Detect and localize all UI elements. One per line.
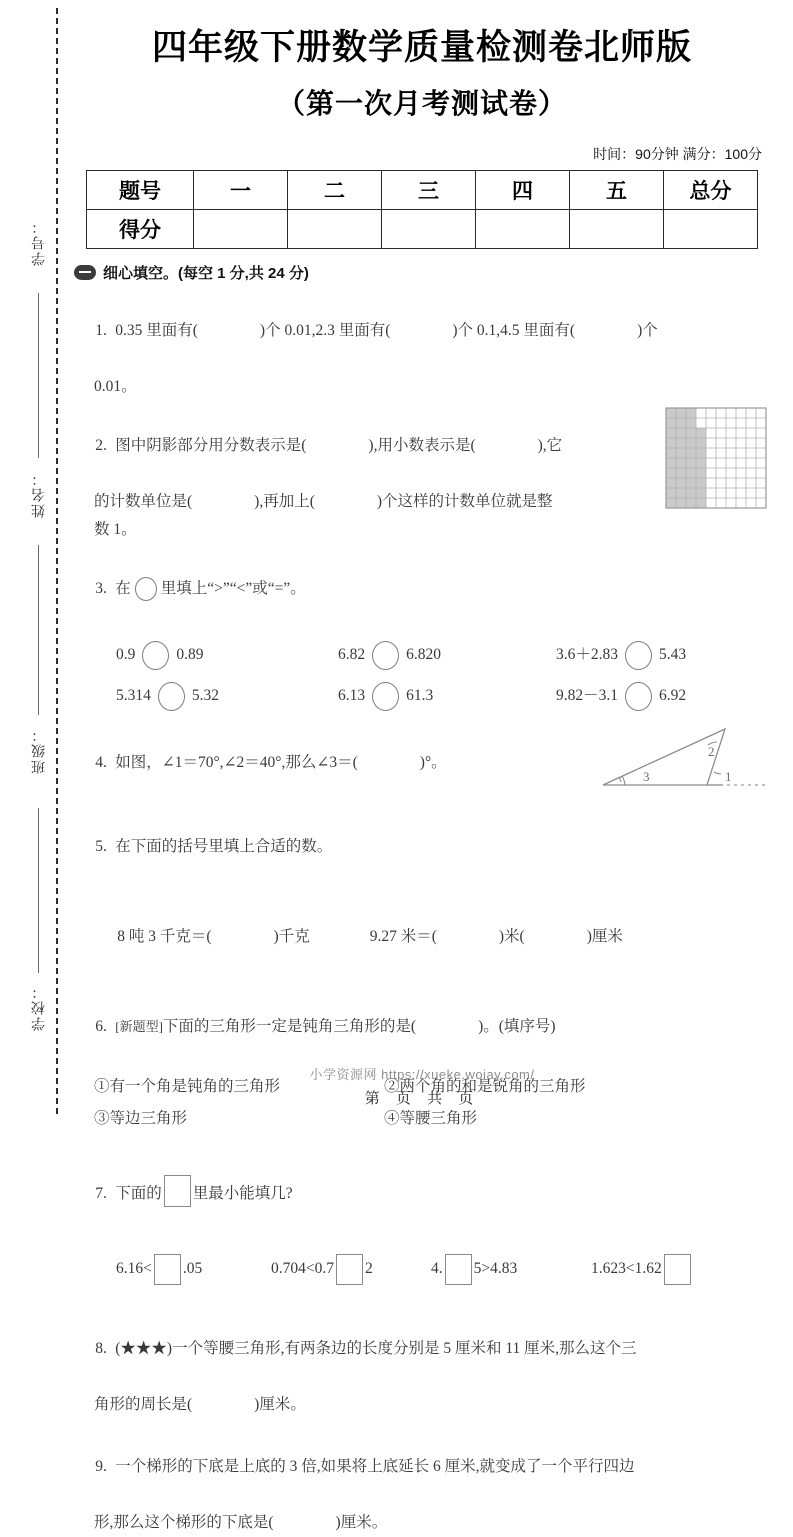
question-3-compare-row-1 [72, 641, 772, 670]
question-6-options-row-2 [72, 1105, 772, 1133]
question-8-text-c: )厘米。 [254, 1395, 306, 1413]
question-2-text-c: ),它 [537, 436, 563, 454]
compare-4-circle[interactable] [158, 682, 185, 711]
triangle-angle-svg [595, 721, 770, 801]
question-6-text-b: )。(填序号) [478, 1017, 556, 1035]
question-9-text-a: 一个梯形的下底是上底的 3 倍,如果将上底延长 6 厘米,就变成了一个平行四边 [115, 1457, 635, 1475]
question-8-stars: (★★★) [115, 1339, 173, 1357]
question-7-prompt-a: 下面的 [115, 1184, 162, 1202]
compare-pair-5 [338, 682, 556, 711]
q7-answer-box-2[interactable] [336, 1254, 363, 1285]
section-bullet-icon [74, 265, 96, 280]
question-3-prompt-a: 在 [115, 579, 131, 597]
score-table-row-label-score: 得分 [87, 209, 194, 248]
question-4-and-5-group [72, 721, 772, 979]
q7-expr-2-pre: 0.704<0.7 [271, 1260, 334, 1278]
question-5-item-a: 8 吨 3 千克＝( [117, 927, 212, 945]
sidebar-rule-2 [38, 545, 39, 715]
question-6-option-2[interactable]: ②两个角的和是锐角的三角形 [384, 1077, 586, 1095]
question-5-number: 5. [95, 837, 107, 855]
score-table-header-row [87, 170, 758, 209]
q7-answer-box-4[interactable] [664, 1254, 691, 1285]
question-7-sample-box[interactable] [164, 1175, 191, 1207]
compare-6-right: 6.92 [659, 687, 687, 705]
score-table-col-4: 四 [476, 170, 570, 209]
operator-circle-sample[interactable] [135, 577, 157, 601]
question-9-text-b: 形,那么这个梯形的下底是( [94, 1513, 274, 1531]
question-2-text-f: )个这样的计数单位就是整 [376, 492, 553, 510]
question-1-text-e: 0.01。 [94, 377, 137, 395]
question-3-number: 3. [95, 579, 107, 597]
score-cell-total[interactable] [664, 209, 758, 248]
compare-5-circle[interactable] [372, 682, 399, 711]
triangle-label-2: 2 [708, 743, 715, 759]
question-7-expr-1 [116, 1254, 271, 1285]
question-2-text-g: 数 1。 [94, 520, 137, 538]
question-2-text-d: 的计数单位是( [94, 492, 193, 510]
question-5-prompt-line [72, 805, 772, 889]
triangle-label-1: 1 [725, 768, 732, 784]
q7-expr-2-post: 2 [365, 1260, 373, 1278]
question-5-item-c: 9.27 米＝( [369, 927, 437, 945]
question-6-option-1[interactable]: ①有一个角是钝角的三角形 [94, 1077, 281, 1095]
score-table [86, 170, 758, 249]
question-5-items-line [72, 895, 772, 979]
footer-page-number: 第 页 共 页 [364, 1090, 480, 1107]
question-9 [72, 1425, 772, 1537]
compare-3-left: 3.6＋2.83 [556, 646, 619, 664]
exam-identity-sidebar [18, 8, 58, 1114]
hundred-grid-svg [662, 404, 772, 514]
compare-pair-3 [556, 641, 686, 670]
hundred-grid-figure [662, 404, 772, 524]
score-cell-3[interactable] [382, 209, 476, 248]
question-9-number: 9. [95, 1457, 107, 1475]
question-2-text-a: 图中阴影部分用分数表示是( [115, 436, 307, 454]
question-8-text-b: 角形的周长是( [94, 1395, 193, 1413]
page-footer [72, 1064, 772, 1108]
compare-1-circle[interactable] [142, 641, 169, 670]
sidebar-label-name: 姓名： [30, 470, 46, 518]
q7-expr-3-pre: 4. [431, 1260, 443, 1278]
compare-pair-2 [338, 641, 556, 670]
question-8-line-2 [72, 1391, 772, 1419]
question-9-text-c: )厘米。 [335, 1513, 388, 1531]
question-5-prompt: 在下面的括号里填上合适的数。 [115, 837, 333, 855]
footer-source-url[interactable]: 小学资源网 https://xueke.woiay.com/ [309, 1067, 535, 1082]
sidebar-rule-3 [38, 808, 39, 973]
q7-expr-1-pre: 6.16< [116, 1260, 152, 1278]
page-subtitle: （第一次月考测试卷） [276, 87, 567, 119]
question-7-expressions-row [72, 1254, 772, 1285]
compare-5-left: 6.13 [338, 687, 366, 705]
compare-3-right: 5.43 [659, 646, 687, 664]
score-table-col-1: 一 [194, 170, 288, 209]
score-table-col-5: 五 [570, 170, 664, 209]
question-3 [72, 547, 772, 711]
question-3-prompt-b: 里填上“>”“<”或“=”。 [160, 579, 306, 597]
score-table-score-row [87, 209, 758, 248]
compare-2-left: 6.82 [338, 646, 366, 664]
score-cell-5[interactable] [570, 209, 664, 248]
question-4-text-a: 如图，∠1＝70°,∠2＝40°,那么∠3＝( [115, 753, 358, 771]
question-7-expr-3 [431, 1254, 591, 1285]
triangle-angle-figure [595, 721, 770, 811]
question-1 [72, 289, 772, 401]
question-6-number: 6. [95, 1017, 107, 1035]
question-7-prompt-b: 里最小能填几? [192, 1184, 293, 1202]
question-8 [72, 1307, 772, 1419]
question-1-text-a: 0.35 里面有( [115, 321, 198, 339]
question-1-text-b: )个 0.01,2.3 里面有( [259, 321, 391, 339]
question-1-text-c: )个 0.1,4.5 里面有( [452, 321, 576, 339]
question-2-number: 2. [95, 436, 107, 454]
question-7-expr-4 [591, 1254, 693, 1285]
q7-answer-box-3[interactable] [445, 1254, 472, 1285]
question-6-option-3[interactable]: ③等边三角形 [94, 1109, 188, 1127]
question-4-text-b: )°。 [419, 753, 447, 771]
exam-meta-info: 时间：90分钟 满分：100分 [593, 145, 762, 162]
score-table-col-3: 三 [382, 170, 476, 209]
page-title: 四年级下册数学质量检测卷北师版 [151, 28, 692, 67]
compare-6-circle[interactable] [625, 682, 652, 711]
question-8-text-a: 一个等腰三角形,有两条边的长度分别是 5 厘米和 11 厘米,那么这个三 [172, 1339, 637, 1357]
compare-3-circle[interactable] [625, 641, 652, 670]
compare-pair-6 [556, 682, 686, 711]
score-cell-4[interactable] [476, 209, 570, 248]
score-table-row-label-number: 题号 [87, 170, 194, 209]
score-table-col-total: 总分 [664, 170, 758, 209]
sidebar-label-class: 班级： [30, 726, 46, 774]
compare-pair-1 [116, 641, 338, 670]
question-7-expr-2 [271, 1254, 431, 1285]
q7-expr-1-post: .05 [182, 1260, 203, 1278]
q7-expr-3-post: 5>4.83 [473, 1260, 518, 1278]
compare-4-left: 5.314 [116, 687, 151, 705]
sidebar-rule-1 [38, 293, 39, 458]
q7-answer-box-1[interactable] [154, 1254, 181, 1285]
question-2-text-e: ),再加上( [254, 492, 315, 510]
compare-5-right: 61.3 [406, 687, 434, 705]
score-table-col-2: 二 [288, 170, 382, 209]
question-7 [72, 1147, 772, 1285]
triangle-label-3: 3 [643, 768, 650, 784]
question-6-tag: [新题型] [115, 1018, 163, 1034]
question-8-number: 8. [95, 1339, 107, 1357]
q7-expr-4-pre: 1.623<1.62 [591, 1260, 662, 1278]
compare-6-left: 9.82－3.1 [556, 687, 619, 705]
question-9-line-2 [72, 1509, 772, 1537]
compare-1-left: 0.9 [116, 646, 136, 664]
section-header-label: 细心填空。(每空 1 分,共 24 分) [103, 264, 309, 282]
compare-4-right: 5.32 [191, 687, 219, 705]
question-6 [72, 985, 772, 1133]
section-header-fill-in-blanks [74, 262, 772, 283]
compare-2-right: 6.820 [406, 646, 441, 664]
score-cell-1[interactable] [194, 209, 288, 248]
question-3-compare-row-2 [72, 682, 772, 711]
question-4-number: 4. [95, 753, 107, 771]
question-1-text-d: )个 [637, 321, 658, 339]
question-5-item-e: )厘米 [586, 927, 623, 945]
question-6-option-4[interactable]: ④等腰三角形 [384, 1109, 478, 1127]
question-7-number: 7. [95, 1184, 107, 1202]
compare-1-right: 0.89 [176, 646, 204, 664]
question-2-text-b: ),用小数表示是( [368, 436, 476, 454]
score-cell-2[interactable] [288, 209, 382, 248]
question-5-item-b: )千克 [273, 927, 310, 945]
exam-page [72, 0, 772, 1531]
compare-2-circle[interactable] [372, 641, 399, 670]
sidebar-label-school: 学校： [30, 983, 46, 1031]
sidebar-label-student-id: 学号： [30, 218, 46, 266]
question-1-number: 1. [95, 321, 107, 339]
question-2 [72, 404, 772, 544]
question-6-text-a: 下面的三角形一定是钝角三角形的是( [162, 1017, 417, 1035]
compare-pair-4 [116, 682, 338, 711]
question-5-item-d: )米( [498, 927, 525, 945]
